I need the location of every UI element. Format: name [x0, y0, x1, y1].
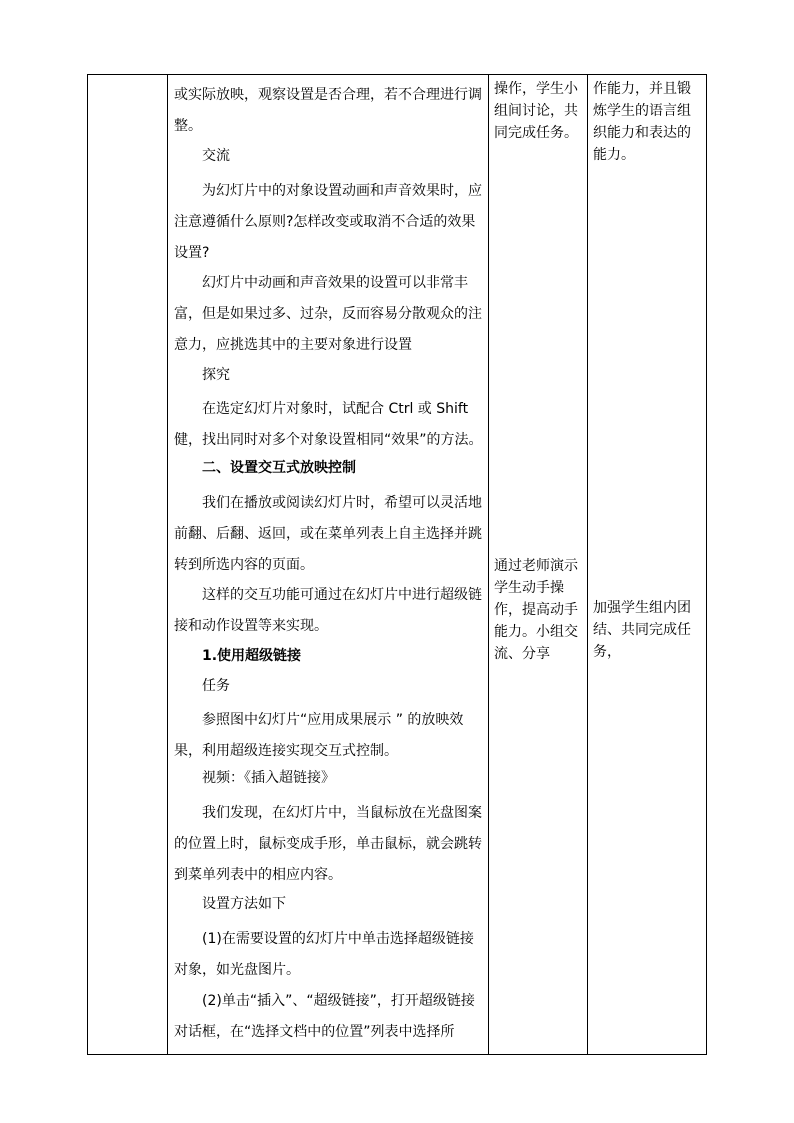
paragraph-step-1: (1)在需要设置的幻灯片中单击选择超级链接对象，如光盘图片。	[174, 931, 474, 978]
table-col-border-4	[587, 74, 588, 1055]
paragraph-answer: 幻灯片中动画和声音效果的设置可以非常丰富，但是如果过多、过杂，反而容易分散观众的注意力，应挑选其中的主要对象进行设置	[174, 275, 482, 353]
paragraph-interaction: 这样的交互功能可通过在幻灯片中进行超级链接和动作设置等来实现。	[174, 587, 482, 634]
paragraph-intro: 我们在播放或阅读幻灯片时，希望可以灵活地前翻、后翻、返回，或在菜单列表上自主选择并跳转到所选内容的页面。	[174, 495, 482, 573]
paragraph-method: 设置方法如下	[202, 896, 286, 912]
paragraph-adjust: 或实际放映，观察设置是否合理，若不合理进行调整。	[174, 87, 482, 134]
table-top-border	[87, 74, 707, 75]
table-col-border-1	[87, 74, 88, 1055]
heading-jiaoliu: 交流	[202, 148, 230, 164]
intent-mid: 加强学生组内团结、共同完成任务，	[593, 600, 691, 660]
paragraph-discovery: 我们发现，在幻灯片中，当鼠标放在光盘图案的位置上时，鼠标变成手形，单击鼠标，就会跳转到菜单列表中的相应内容。	[174, 805, 482, 883]
heading-hyperlink: 1.使用超级链接	[202, 648, 302, 664]
paragraph-task: 参照图中幻灯片“应用成果展示 ” 的放映效果，利用超级连接实现交互式控制。	[174, 712, 464, 759]
heading-renwu: 任务	[202, 678, 230, 694]
activity-mid: 通过老师演示学生动手操作，提高动手能力。小组交流、分享	[494, 558, 578, 662]
paragraph-question: 为幻灯片中的对象设置动画和声音效果时，应注意遵循什么原则?怎样改变或取消不合适的效果设置?	[174, 183, 482, 261]
table-col-border-2	[167, 74, 168, 1055]
intent-top: 作能力，并且锻炼学生的语言组织能力和表达的能力。	[593, 81, 691, 163]
table-bottom-border	[87, 1054, 707, 1055]
paragraph-explore: 在选定幻灯片对象时，试配合 Ctrl 或 Shift 健，找出同时对多个对象设置相同“效果”的方法。	[174, 401, 483, 448]
table-col-border-3	[488, 74, 489, 1055]
heading-section-2: 二、设置交互式放映控制	[202, 460, 356, 476]
paragraph-step-2: (2)单击“插入”、“超级链接”，打开超级链接对话框，在“选择文档中的位置”列表中选择所	[174, 993, 475, 1040]
activity-top: 操作，学生小组间讨论，共同完成任务。	[494, 81, 578, 141]
heading-tanjiu: 探究	[202, 367, 230, 383]
table-col-border-5	[706, 74, 707, 1055]
paragraph-video: 视频：《插入超链接》	[202, 770, 335, 786]
